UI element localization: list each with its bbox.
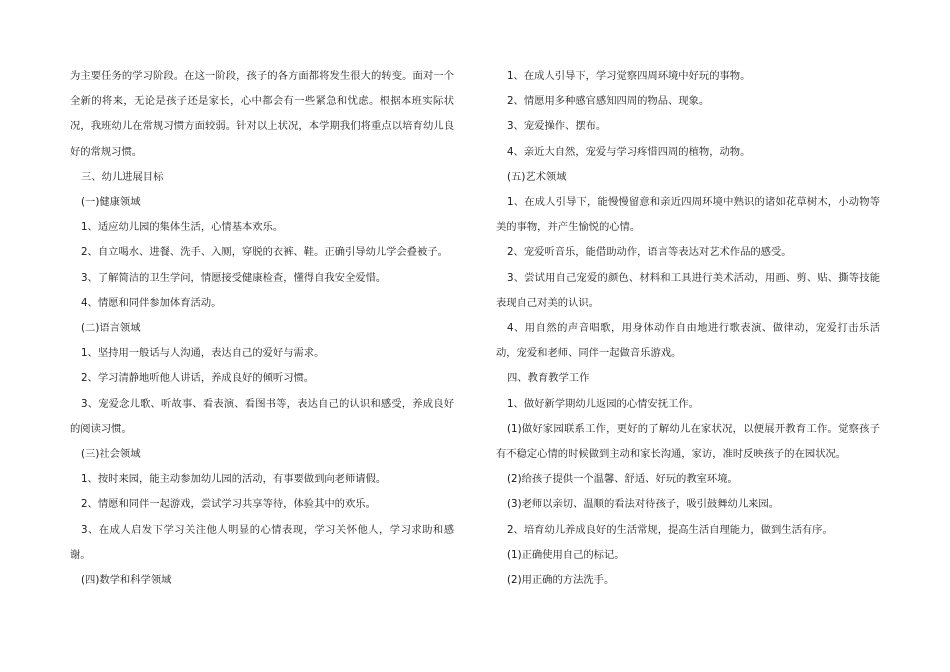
list-item: 3、宠爱念儿歌、听故事、看表演、看图书等，表达自己的认识和感受，养成良好的阅读习惯。 bbox=[70, 397, 454, 435]
left-column bbox=[70, 64, 454, 593]
list-item: 3、了解简洁的卫生学问，情愿接受健康检查，懂得自我安全爱惜。 bbox=[81, 271, 387, 284]
list-item: (3)老师以亲切、温顺的看法对待孩子，吸引鼓舞幼儿来园。 bbox=[507, 498, 780, 511]
list-item: 3、宠爱操作、摆布。 bbox=[507, 120, 607, 133]
list-item: 1、做好新学期幼儿返园的心情安抚工作。 bbox=[507, 397, 699, 410]
list-item: 3、尝试用自己宠爱的颜色、材料和工具进行美术活动，用画、剪、贴、撕等技能表现自己对美的认识。 bbox=[496, 271, 880, 309]
list-item: 2、宠爱听音乐，能借助动作，语言等表达对艺术作品的感受。 bbox=[507, 246, 792, 259]
subsection-heading-social: (三)社会领域 bbox=[81, 448, 141, 461]
list-item: 2、培育幼儿养成良好的生活常规，提高生活自理能力，做到生活有序。 bbox=[507, 523, 833, 536]
list-item: 4、亲近大自然，宠爱与学习疼惜四周的植物，动物。 bbox=[507, 145, 751, 158]
list-item: 1、按时来园，能主动参加幼儿园的活动，有事要做到向老师请假。 bbox=[81, 473, 387, 486]
list-item: (2)给孩子提供一个温馨、舒适、好玩的教室环境。 bbox=[507, 473, 738, 486]
list-item: 1、坚持用一般话与人沟通，表达自己的爱好与需求。 bbox=[81, 347, 325, 360]
subsection-heading-health: (一)健康领域 bbox=[81, 196, 141, 209]
list-item: 2、学习清静地听他人讲话，养成良好的倾听习惯。 bbox=[81, 372, 315, 385]
list-item: 1、适应幼儿园的集体生活，心情基本欢乐。 bbox=[81, 221, 284, 234]
list-item: 2、情愿和同伴一起游戏，尝试学习共享等待，体验其中的欢乐。 bbox=[81, 498, 376, 511]
list-item: 1、在成人引导下，学习觉察四周环境中好玩的事物。 bbox=[507, 70, 751, 82]
subsection-heading-math-science: (四)数学和科学领域 bbox=[81, 574, 172, 587]
section-heading-teaching-work: 四、教育教学工作 bbox=[507, 372, 590, 385]
list-item: (1)做好家园联系工作，更好的了解幼儿在家状况，以便展开教育工作。觉察孩子有不稳定心情的时候做到主动和家长沟通，家访，准时反映孩子的在园状况。 bbox=[496, 422, 880, 461]
list-item: (2)用正确的方法洗手。 bbox=[507, 574, 615, 587]
subsection-heading-art: (五)艺术领域 bbox=[507, 170, 567, 183]
list-item: 1、在成人引导下，能慢慢留意和亲近四周环境中熟识的诸如花草树木，小动物等美的事物，并产生愉悦的心情。 bbox=[496, 196, 880, 234]
list-item: 4、情愿和同伴参加体育活动。 bbox=[81, 296, 222, 309]
section-heading-development-goals: 三、幼儿进展目标 bbox=[81, 170, 164, 183]
list-item: 3、在成人启发下学习关注他人明显的心情表现，学习关怀他人，学习求助和感谢。 bbox=[70, 523, 454, 561]
list-item: (1)正确使用自己的标记。 bbox=[507, 548, 625, 561]
intro-paragraph: 为主要任务的学习阶段。在这一阶段，孩子的各方面都将发生很大的转变。面对一个全新的将来，无论是孩子还是家长，心中都会有一些紧急和忧虑。根据本班实际状况，我班幼儿在常规习惯方面较弱。针对以上状况，本学期我们将重点以培育幼儿良好的常规习惯。 bbox=[70, 70, 454, 158]
right-column bbox=[496, 64, 880, 593]
subsection-heading-language: (二)语言领域 bbox=[81, 322, 141, 335]
list-item: 2、自立喝水、进餐、洗手、入厕，穿脱的衣裤、鞋。正确引导幼儿学会叠被子。 bbox=[81, 246, 448, 259]
list-item: 2、情愿用多种感官感知四周的物品、现象。 bbox=[507, 95, 710, 108]
list-item: 4、用自然的声音唱歌，用身体动作自由地进行歌表演、做律动，宠爱打击乐活动，宠爱和老师、同伴一起做音乐游戏。 bbox=[496, 322, 880, 360]
